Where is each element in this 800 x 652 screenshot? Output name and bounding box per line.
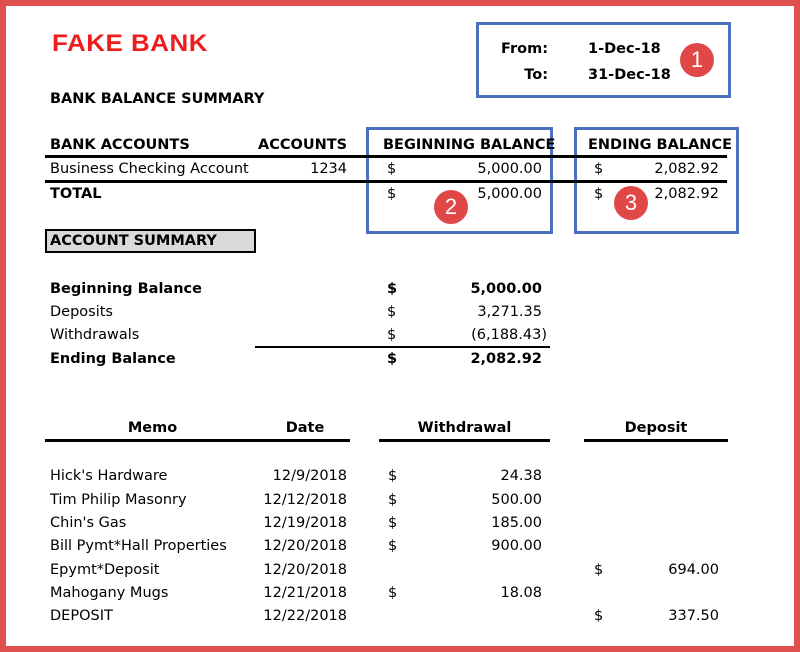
summary-ending-currency: $: [387, 351, 398, 367]
transaction-withdrawal: 24.38: [500, 468, 542, 484]
account-row-number: 1234: [310, 161, 347, 177]
transaction-date: 12/12/2018: [263, 492, 347, 508]
transaction-date: 12/9/2018: [272, 468, 347, 484]
summary-beginning-label: Beginning Balance: [50, 281, 202, 297]
transaction-withdrawal-currency: $: [388, 585, 398, 601]
summary-withdrawals-value: (6,188.43): [471, 327, 547, 343]
account-row-ending-balance: 2,082.92: [654, 161, 719, 177]
transaction-date: 12/19/2018: [263, 515, 347, 531]
summary-ending-label: Ending Balance: [50, 351, 176, 367]
header-bank-accounts: BANK ACCOUNTS: [50, 137, 190, 153]
transaction-date: 12/20/2018: [263, 538, 347, 554]
transaction-date: 12/20/2018: [263, 562, 347, 578]
transaction-memo: DEPOSIT: [50, 608, 113, 624]
transaction-withdrawal: 185.00: [491, 515, 542, 531]
total-beginning-currency: $: [387, 186, 397, 202]
transaction-withdrawal-currency: $: [388, 468, 398, 484]
account-row-beginning-currency: $: [387, 161, 397, 177]
to-label: To:: [524, 67, 548, 83]
accounts-header-rule: [45, 155, 727, 158]
summary-ending-value: 2,082.92: [470, 351, 542, 367]
header-accounts: ACCOUNTS: [258, 137, 348, 153]
transaction-memo: Tim Philip Masonry: [50, 492, 187, 508]
accounts-total-rule: [45, 180, 727, 183]
deposit-header-rule: [584, 439, 728, 442]
transaction-memo: Hick's Hardware: [50, 468, 168, 484]
callout-badge-2: 2: [434, 190, 468, 224]
to-value: 31-Dec-18: [588, 67, 671, 83]
transaction-memo: Bill Pymt*Hall Properties: [50, 538, 227, 554]
transaction-withdrawal-currency: $: [388, 538, 398, 554]
account-row-name: Business Checking Account: [50, 161, 249, 177]
callout-badge-1: 1: [680, 43, 714, 77]
transaction-withdrawal: 900.00: [491, 538, 542, 554]
transaction-memo: Mahogany Mugs: [50, 585, 169, 601]
total-ending-balance: 2,082.92: [654, 186, 719, 202]
transaction-deposit: 337.50: [668, 608, 719, 624]
summary-withdrawals-label: Withdrawals: [50, 327, 140, 343]
summary-total-rule: [255, 346, 550, 348]
callout-badge-3: 3: [614, 186, 648, 220]
total-ending-currency: $: [594, 186, 604, 202]
header-deposit: Deposit: [624, 420, 688, 436]
transaction-deposit: 694.00: [668, 562, 719, 578]
total-beginning-balance: 5,000.00: [477, 186, 542, 202]
withdrawal-header-rule: [379, 439, 550, 442]
account-summary-title: ACCOUNT SUMMARY: [50, 233, 217, 249]
summary-deposits-currency: $: [387, 304, 397, 320]
transaction-deposit-currency: $: [594, 608, 604, 624]
from-label: From:: [501, 41, 548, 57]
bank-logo: FAKE BANK: [52, 30, 209, 57]
header-ending-balance: ENDING BALANCE: [588, 137, 732, 153]
account-row-beginning-balance: 5,000.00: [477, 161, 542, 177]
transaction-memo: Chin's Gas: [50, 515, 127, 531]
transaction-withdrawal: 500.00: [491, 492, 542, 508]
memo-date-header-rule: [45, 439, 350, 442]
transaction-date: 12/21/2018: [263, 585, 347, 601]
from-value: 1-Dec-18: [588, 41, 661, 57]
summary-title: BANK BALANCE SUMMARY: [50, 91, 265, 107]
transaction-withdrawal-currency: $: [388, 492, 398, 508]
summary-deposits-label: Deposits: [50, 304, 113, 320]
transaction-date: 12/22/2018: [263, 608, 347, 624]
transaction-withdrawal-currency: $: [388, 515, 398, 531]
header-withdrawal: Withdrawal: [417, 420, 512, 436]
account-row-ending-currency: $: [594, 161, 604, 177]
summary-withdrawals-currency: $: [387, 327, 397, 343]
summary-deposits-value: 3,271.35: [477, 304, 542, 320]
header-memo: Memo: [127, 420, 178, 436]
summary-beginning-value: 5,000.00: [470, 281, 542, 297]
transaction-deposit-currency: $: [594, 562, 604, 578]
transaction-withdrawal: 18.08: [500, 585, 542, 601]
header-date: Date: [285, 420, 325, 436]
summary-beginning-currency: $: [387, 281, 398, 297]
total-label: TOTAL: [50, 186, 102, 202]
header-beginning-balance: BEGINNING BALANCE: [383, 137, 556, 153]
transaction-memo: Epymt*Deposit: [50, 562, 160, 578]
